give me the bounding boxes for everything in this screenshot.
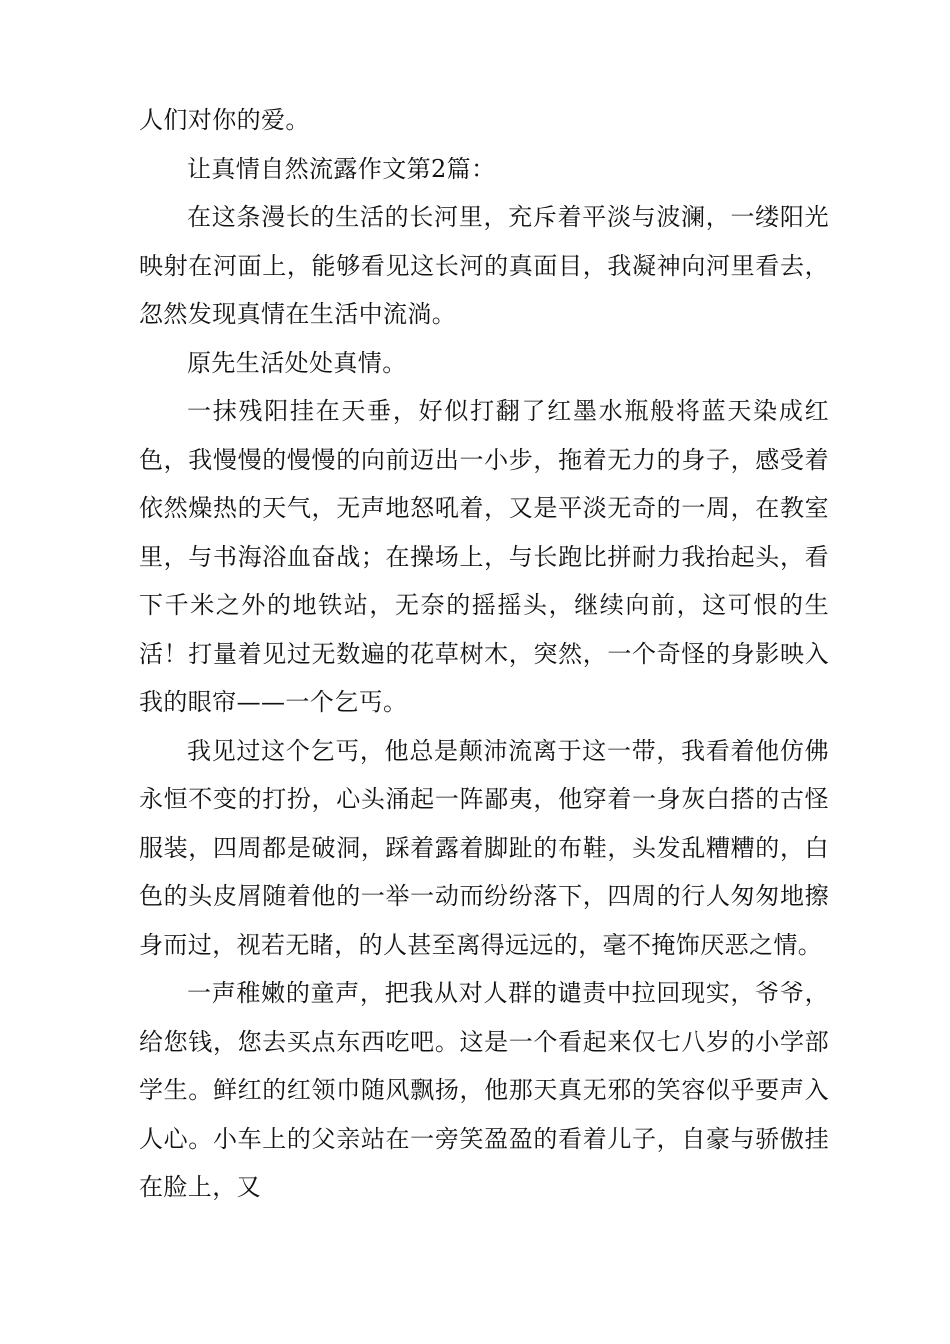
paragraph-6: 一声稚嫩的童声，把我从对人群的谴责中拉回现实，爷爷，给您钱，您去买点东西吃吧。这是一个看起来仅七八岁的小学部学生。鲜红的红领巾随风飘扬，他那天真无邪的笑容似乎要声入人心。小车上的父亲站在一旁笑盈盈的看着儿子，自豪与骄傲挂在脸上，又 — [139, 979, 829, 1201]
paragraph-4: 一抹残阳挂在天垂，好似打翻了红墨水瓶般将蓝天染成红色，我慢慢的慢慢的向前迈出一小步，拖着无力的身子，感受着依然燥热的天气，无声地怒吼着，又是平淡无奇的一周，在教室里，与书海浴血奋战；在操场上，与长跑比拼耐力我抬起头，看下千米之外的地铁站，无奈的摇摇头，继续向前，这可恨的生活！打量着见过无数遍的花草树木，突然，一个奇怪的身影映入我的眼帘——一个乞丐。 — [139, 397, 829, 716]
paragraph-5: 我见过这个乞丐，他总是颠沛流离于这一带，我看着他仿佛永恒不变的打扮，心头涌起一阵鄙夷，他穿着一身灰白搭的古怪服装，四周都是破洞，踩着露着脚趾的布鞋，头发乱糟糟的，白色的头皮屑随着他的一举一动而纷纷落下，四周的行人匆匆地擦身而过，视若无睹，的人甚至离得远远的，毫不掩饰厌恶之情。 — [139, 736, 829, 959]
section-heading: 让真情自然流露作文第2篇： — [187, 154, 496, 183]
paragraph-2: 在这条漫长的生活的长河里，充斥着平淡与波澜，一缕阳光映射在河面上，能够看见这长河的真面目，我凝神向河里看去，忽然发现真情在生活中流淌。 — [139, 203, 829, 328]
document-body — [139, 96, 829, 1212]
paragraph-1: 人们对你的爱。 — [139, 106, 310, 134]
paragraph-3: 原先生活处处真情。 — [187, 348, 407, 377]
